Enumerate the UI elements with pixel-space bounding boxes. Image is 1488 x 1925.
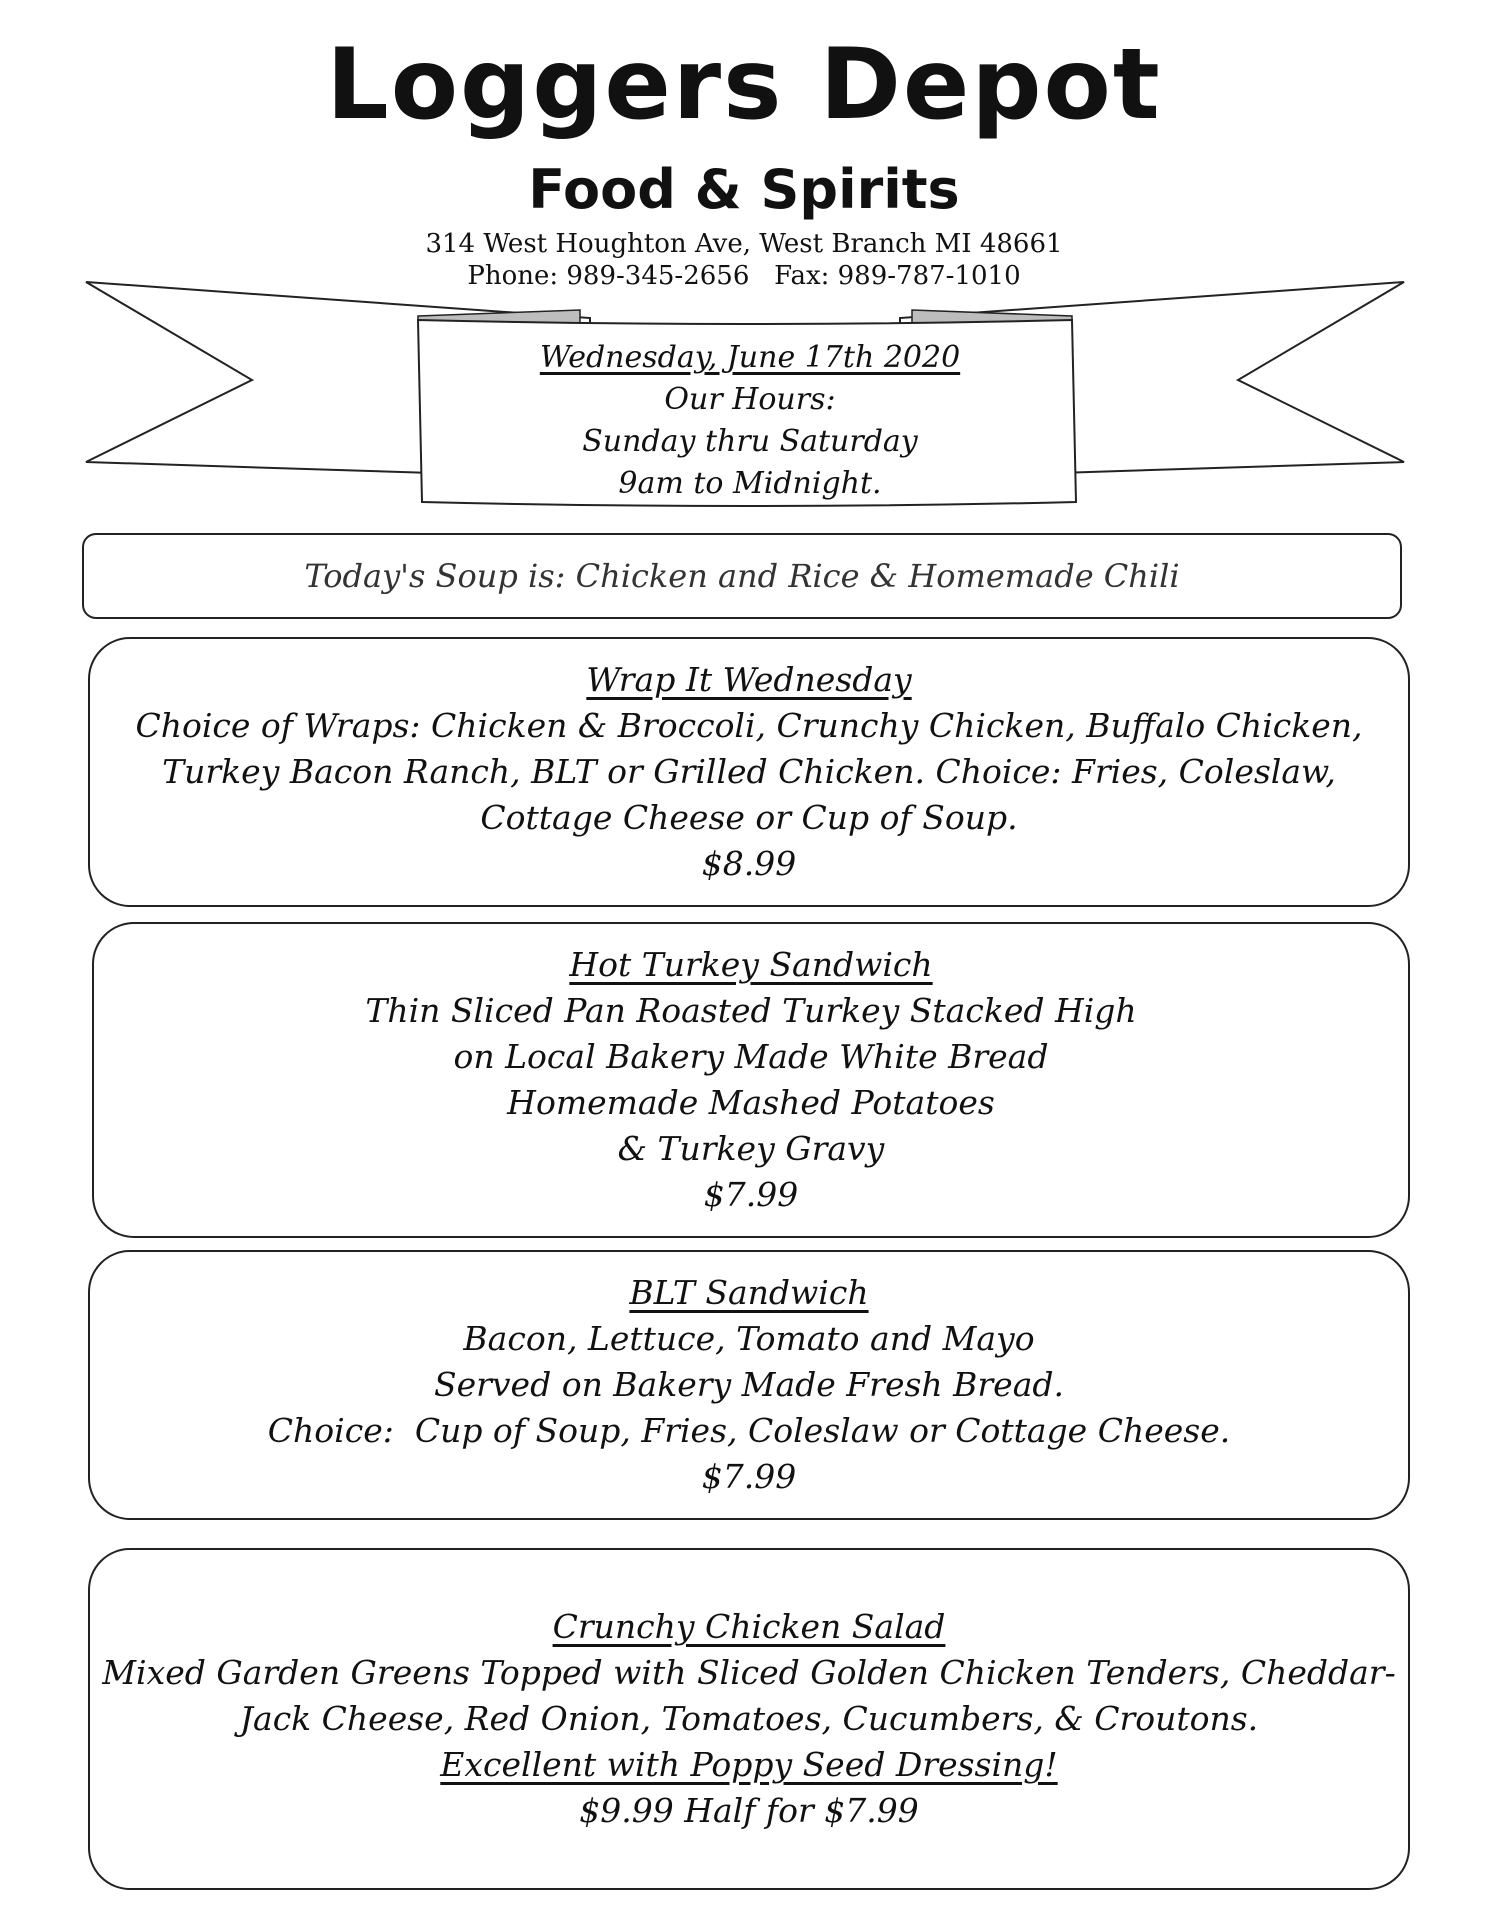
special-title: Hot Turkey Sandwich <box>569 945 933 984</box>
special-title: BLT Sandwich <box>629 1273 869 1312</box>
soup-of-the-day <box>82 533 1402 619</box>
special-note: Excellent with Poppy Seed Dressing! <box>440 1745 1058 1784</box>
soup-text: Today's Soup is: Chicken and Rice & Homemade Chili <box>304 557 1180 595</box>
special-price: $9.99 Half for $7.99 <box>579 1791 919 1830</box>
special-price: $7.99 <box>701 1457 797 1496</box>
special-card-crunchy-chicken-salad <box>88 1548 1410 1890</box>
special-line: Served on Bakery Made Fresh Bread. <box>434 1365 1064 1404</box>
special-line: Cottage Cheese or Cup of Soup. <box>480 798 1018 837</box>
special-line: Choice of Wraps: Chicken & Broccoli, Crunchy Chicken, Buffalo Chicken, <box>135 706 1363 745</box>
special-line: Choice: Cup of Soup, Fries, Coleslaw or Cottage Cheese. <box>267 1411 1231 1450</box>
special-card-hot-turkey-sandwich <box>92 922 1410 1238</box>
special-line: Mixed Garden Greens Topped with Sliced Golden Chicken Tenders, Cheddar- <box>102 1653 1396 1692</box>
special-line: & Turkey Gravy <box>617 1129 885 1168</box>
special-title: Wrap It Wednesday <box>586 660 912 699</box>
address: 314 West Houghton Ave, West Branch MI 48661 <box>425 229 1063 259</box>
hours-days: Sunday thru Saturday <box>582 424 918 459</box>
special-line: Turkey Bacon Ranch, BLT or Grilled Chicken. Choice: Fries, Coleslaw, <box>162 752 1336 791</box>
special-card-blt-sandwich <box>88 1250 1410 1520</box>
special-line: on Local Bakery Made White Bread <box>453 1037 1049 1076</box>
special-line: Bacon, Lettuce, Tomato and Mayo <box>463 1319 1035 1358</box>
special-price: $8.99 <box>701 844 797 883</box>
phone-fax: Phone: 989-345-2656 Fax: 989-787-1010 <box>467 261 1021 291</box>
hours-times: 9am to Midnight. <box>618 466 882 501</box>
special-line: Thin Sliced Pan Roasted Turkey Stacked High <box>365 991 1137 1030</box>
special-card-wrap-it-wednesday <box>88 637 1410 907</box>
special-line: Homemade Mashed Potatoes <box>507 1083 995 1122</box>
restaurant-name: Loggers Depot <box>326 28 1162 142</box>
restaurant-tagline: Food & Spirits <box>528 158 960 221</box>
special-title: Crunchy Chicken Salad <box>552 1607 946 1646</box>
hours-label: Our Hours: <box>664 382 836 417</box>
special-line: Jack Cheese, Red Onion, Tomatoes, Cucumbers, & Croutons. <box>239 1699 1259 1738</box>
banner-date: Wednesday, June 17th 2020 <box>539 340 961 375</box>
special-price: $7.99 <box>703 1175 799 1214</box>
